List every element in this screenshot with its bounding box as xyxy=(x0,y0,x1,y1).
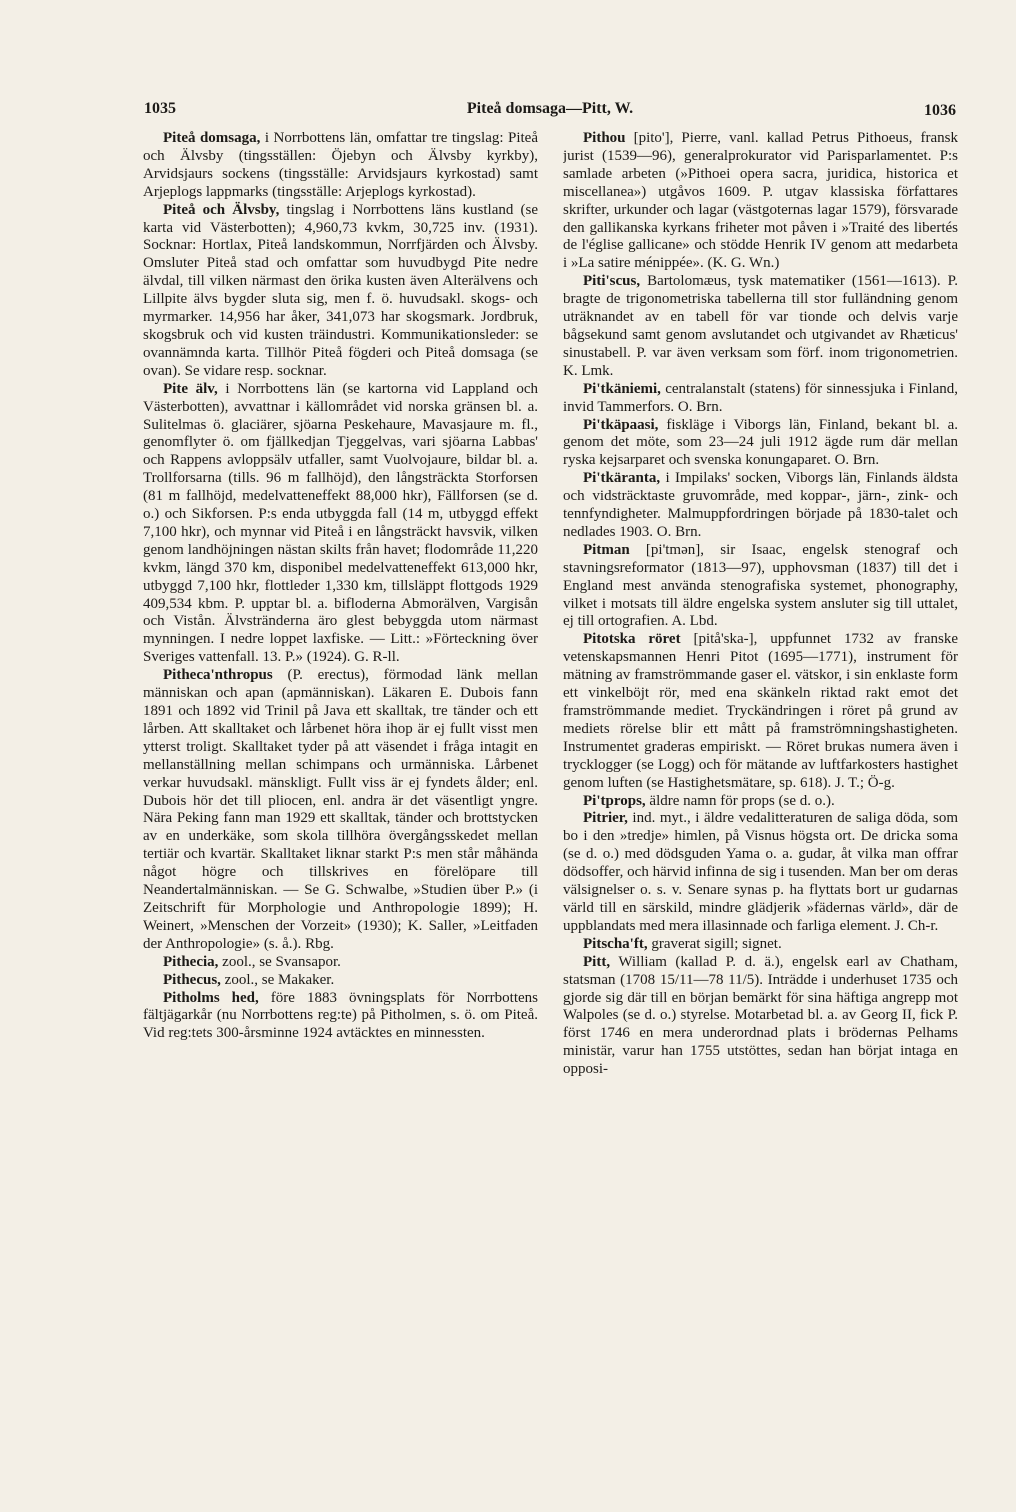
right-column xyxy=(563,130,958,1420)
entry-headword: Piteå domsaga, xyxy=(163,130,261,146)
entry-text: i Norrbottens län, omfattar tre tingslag: Piteå och Älvsby (tingsställen: Öjebyn och Älvsby kyrkby), Arvidsjaurs sockens (tingsställe: Arvidsjaurs kyrkostad) samt Arjeplogs lappmarks (tingsställe: Arjeplogs kyrkostad). xyxy=(143,130,538,200)
entry-text: fiskläge i Viborgs län, Finland, bekant bl. a. genom det möte, som 23—24 juli 1912 ägde rum där mellan ryska kejsarparet och svenska konungaparet. xyxy=(563,416,958,469)
entry-headword: Pithecus, xyxy=(163,971,221,988)
entry-headword: Pitheca'nthropus xyxy=(163,667,273,684)
entry-text: före 1883 övningsplats för Norrbottens fältjägarkår (nu Norrbottens reg:te) på Pitholmen, s. ö. om Piteå. Vid reg:tets 300-årsminne 1924 avtäcktes en minnessten. xyxy=(143,989,538,1042)
entry-headword: Pitholms hed, xyxy=(163,989,259,1006)
entry-headword: Pithou xyxy=(583,130,626,146)
entry-text: zool., se Svansapor. xyxy=(218,953,341,970)
entry-signature: J. Ch-r. xyxy=(894,917,939,934)
entry-signature: O. Brn. xyxy=(834,452,880,469)
entry-pitt-william xyxy=(563,954,958,1079)
entry-text: William (kallad P. d. ä.), engelsk earl av Chatham, statsman (1708 15/11—78 11/5). Inträdde i underhuset 1735 och gjorde sig där till en början bemärkt för sina häftiga angrepp mot Walpoles (se d. o.) styrelse. Motarbetad bl. a. av Georg II, fick P. först 1746 en mera underordnad plats i brödernas Pelhams ministär, varur han 1755 utstöttes, sedan han börjat intaga en opposi- xyxy=(563,953,958,1078)
entry-pithecia xyxy=(143,954,538,972)
entry-signature: G. R-ll. xyxy=(354,649,400,666)
entry-signature: J. T.; Ö-g. xyxy=(835,774,895,791)
entry-text: zool., se Makaker. xyxy=(220,971,335,988)
entry-text: centralanstalt (statens) för sinnessjuka i Finland, invid Tammerfors. xyxy=(563,380,958,415)
entry-headword: Pi'tprops, xyxy=(583,792,646,809)
entry-text: [pito'], Pierre, vanl. kallad Petrus Pithoeus, fransk jurist (1539—96), generalprokurator vid Parisparlamentet. P:s samlade arbeten (»Pithoei opera sacra, juridica, historica et miscellanea») utgåvos 1609. P. utgav klassiska författares skrifter, urkunder och lagar (västgoternas lagar 1579), försvarade den gallikanska kyrkans friheter mot påven i »Traité des libertés de l'église gallicane» och stödde Henrik IV genom att medarbeta i »La satire ménippée». xyxy=(563,130,958,272)
entry-headword: Pitman xyxy=(583,541,630,558)
entry-pitprops xyxy=(563,793,958,811)
entry-pitkaranta xyxy=(563,470,958,542)
entry-headword: Pitscha'ft, xyxy=(583,935,648,952)
entry-signature: Rbg. xyxy=(305,935,334,952)
left-column xyxy=(143,130,538,1420)
entry-text: tingslag i Norrbottens läns kustland (se karta vid Västerbotten); 4,960,73 kvkm, 30,725 inv. (1931). Socknar: Hortlax, Piteå landskommun, Norrfjärden och Älvsby. Omsluter Piteå stad och omfattar som huvudbygd Pite nedre älvdal, till vilken närmast den örika kusten även Alterälvens och Lillpite älvs bygder sluta sig, men f. ö. huvudsakl. skogs- och myrmarker. 14,956 har åker, 341,073 har skogsmark. Jordbruk, skogsbruk och vid kusten träindustri. Kommunikationsleder: se ovannämnda karta. Tillhör Piteå fögderi och Piteå domsaga (se ovan). Se vidare resp. socknar. xyxy=(143,201,538,379)
entry-text: [pitå'ska-], uppfunnet 1732 av franske vetenskapsmannen Henri Pitot (1695—1771), instrument för mätning av framströmmande gaser el. vätskor, i sin enklaste form ett vinkelböjt rör, med ena skänkeln riktad rakt emot det framströmmande mediet. Tryckändringen i röret på grund av mediets rörelse blir ett mått på framströmningshastigheten. Instrumentet graderas empiriskt. — Röret brukas numera även i trycklogger (se Logg) och för mätande av luftfarkosters hastighet genom luften (se Hastighetsmätare, sp. 618). xyxy=(563,631,958,791)
entry-text: [pi'tmən], sir Isaac, engelsk stenograf och stavningsreformator (1813—97), upphovsman (1837) till det i England mest använda stenografiska systemet, phonography, vilket i motsats till äldre engelska system ansluter sig till uttalet, ej till ortografien. xyxy=(563,541,958,630)
entry-pitotska-roret xyxy=(563,631,958,792)
entry-headword: Pitrier, xyxy=(583,810,628,827)
entry-headword: Pite älv, xyxy=(163,380,218,397)
entry-signature: (K. G. Wn.) xyxy=(707,255,780,272)
page-header xyxy=(144,100,956,124)
entry-headword: Piteå och Älvsby, xyxy=(163,201,280,218)
entry-pitschaft xyxy=(563,936,958,954)
page-number-right: 1036 xyxy=(924,102,956,119)
entry-headword: Pi'tkäranta, xyxy=(583,470,661,487)
entry-pite-alv xyxy=(143,381,538,668)
entry-signature: O. Brn. xyxy=(656,523,702,540)
entry-pitea-domsaga xyxy=(143,130,538,202)
entry-pitkaniemi xyxy=(563,381,958,417)
entry-pitiscus xyxy=(563,273,958,380)
entry-signature: O. Brn. xyxy=(677,398,723,415)
entry-headword: Pi'tkäpaasi, xyxy=(583,416,659,433)
page-number-left: 1035 xyxy=(144,100,176,117)
running-head: Piteå domsaga—Pitt, W. xyxy=(466,100,634,117)
entry-pitman xyxy=(563,542,958,632)
entry-text: graverat sigill; signet. xyxy=(647,935,782,952)
entry-headword: Pitt, xyxy=(583,953,611,970)
entry-text: (P. erectus), förmodad länk mellan människan och apan (apmänniskan). Läkaren E. Dubois fann 1891 och 1892 vid Trinil på Java ett skalltak, tre tänder och ett lårben. Att skalltaket och lårbenet höra ihop är ej fullt visst men ytterst troligt. Skalltaket tyder på att väsendet i fråga intagit en mellanställning mellan schimpans och urmänniska. Lårbenet verkar huvudsakl. mänskligt. Fullt viss är ej fyndets ålder; enl. Dubois hör det till pliocen, enl. andra är det väsentligt yngre. Nära Peking fann man 1929 ett skalltak, tänder och brottstycken av en underkäke, som skola tillhöra övergångsskedet mellan tertiär och kvartär. Skalltaket liknar starkt P:s men står måhända något högre och tillskrives en förelöpare till Neandertalmänniskan. — Se G. Schwalbe, »Studien über P.» (i Zeitschrift für Morphologie und Anthropologie 1899); H. Weinert, »Menschen der Vorzeit» (1930); K. Saller, »Leitfaden der Anthropologie» (s. å.). xyxy=(143,667,538,952)
entry-text: Bartolomæus, tysk matematiker (1561—1613). P. bragte de trigonometriska tabellerna till stor fulländning genom uträknandet av en tabell för var tionde och delvis varje bågsekund samt genom avslutandet och utgivandet av Rhæticus' sinustabell. P. var även verksam som förf. inom trigonometrien. xyxy=(563,273,958,361)
entry-headword: Pi'tkäniemi, xyxy=(583,380,661,397)
entry-text: äldre namn för props (se d. o.). xyxy=(645,792,835,809)
entry-pitholms-hed xyxy=(143,990,538,1044)
entry-pitea-och-alvsby xyxy=(143,202,538,381)
entry-pitrier xyxy=(563,810,958,935)
entry-headword: Pitotska röret xyxy=(583,631,681,648)
entry-signature: K. Lmk. xyxy=(563,362,614,379)
entry-pithecus xyxy=(143,972,538,990)
entry-text: i Impilaks' socken, Viborgs län, Finlands äldsta och vidsträcktaste gruvområde, med koppar-, järn-, zink- och tennfyndigheter. Malmuppfordringen började på 1830-talet och nedlades 1903. xyxy=(563,470,958,540)
entry-pithecanthropus xyxy=(143,667,538,954)
entry-pitkapaasi xyxy=(563,417,958,471)
entry-pithou xyxy=(563,130,958,273)
entry-headword: Pithecia, xyxy=(163,953,219,970)
entry-text: i Norrbottens län (se kartorna vid Lappland och Västerbotten), avvattnar i källområdet vid norska gränsen bl. a. Sulitelmas ö. glaciärer, sjöarna Peskehaure, Mavasjaure m. fl., genomflyter ö. om fjällkedjan Tjeggelvas, vari sjöarna Labbas' och Rappens avloppsälv utfaller, samt Vuolvojaure, bildar bl. a. Trollforsarna (tills. 96 m fallhöjd), den långsträckta Storforsen (81 m fallhöjd, medelvatteneffekt 88,000 hkr), Fällforsen (se d. o.) och Sikforsen. P:s enda utbyggda fall (14 m, utbyggd effekt 7,100 hkr), och mynnar vid Piteå i en långsträckt havsvik, vilken genom landhöjningen nästan skilts från havet; flodområde 11,220 kvkm, längd 370 km, disponibel medelvatteneffekt 613,000 hkr, utbyggd 7,100 hkr, flottleder 1,330 km, tillsläppt flottgods 1929 409,534 kbm. P. upptar bl. a. bifloderna Abmorälven, Vargisån och Vistån. Älvstränderna äro glest bebyggda utom närmast mynningen. I nedre loppet laxfiske. — Litt.: »Förteckning över Sveriges vattenfall. 13. P.» (1924). xyxy=(143,380,538,666)
entry-text: ind. myt., i äldre vedalitteraturen de saliga döda, som bo i den »tredje» himlen, på Visnus högsta ort. De dricka soma (se d. o.) med dödsguden Yama o. a. gudar, åt vilka man offrar dödsoffer, och härvid infinna de sig i tusenden. Man ber om deras välsignelser o. s. v. Senare synas p. ha flyttats bort ur gudarnas värld till en särskild, mindre glädjerik »fädernas värld», där de uppblandats med mera illasinnade och farliga element. xyxy=(563,810,958,934)
entry-headword: Piti'scus, xyxy=(583,273,641,290)
entry-signature: A. Lbd. xyxy=(671,613,718,630)
